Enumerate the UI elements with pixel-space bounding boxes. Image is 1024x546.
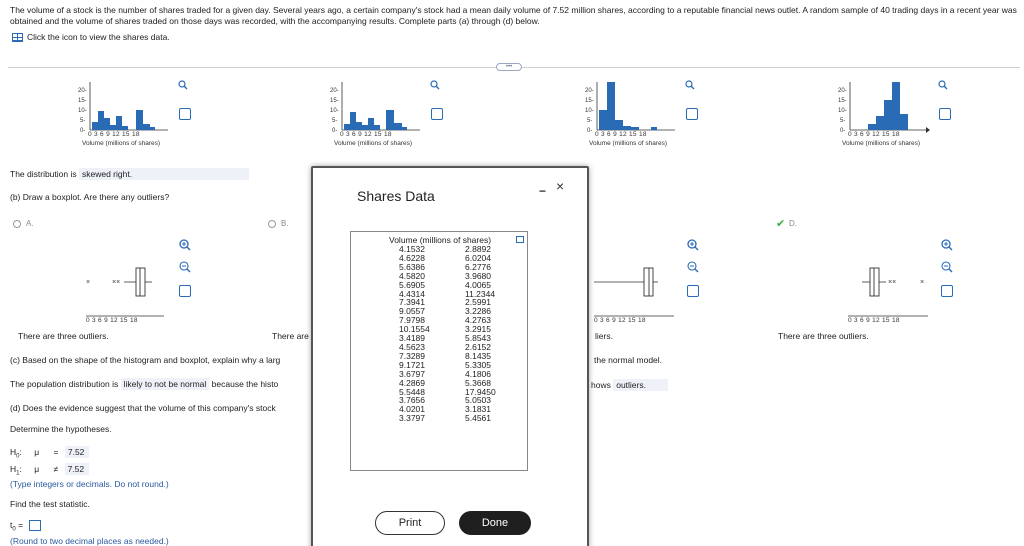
bar [868, 124, 876, 130]
x-tick-labels: 0 3 6 9 12 15 18 [595, 131, 647, 138]
outliers-d-text: There are three outliers. [778, 331, 869, 341]
boxplot-ticks: 0 3 6 9 12 15 18 [594, 317, 646, 324]
histogram-option-a [78, 78, 248, 163]
data-cell: 4.1532 [399, 244, 425, 254]
zoom-out-icon[interactable] [178, 260, 191, 273]
alt-hypothesis: $H_1$: μ ≠ 7.52 [10, 463, 89, 477]
svg-text:20-: 20- [78, 88, 87, 94]
zoom-in-icon[interactable] [178, 238, 191, 251]
outliers-b-text: There are [272, 331, 309, 341]
option-d-label: D. [789, 219, 797, 228]
svg-text:5-: 5- [840, 118, 846, 124]
histogram-c-chart [585, 78, 725, 138]
problem-statement: The volume of a stock is the number of shares traded for a given day. Several years ago, a certain company's stock had a mean daily volume of 7.52 million shares, according to a reputable financial news outlet. A random sample of 40 trading days in a recent year was obtained and the volume of shares traded on those days was recorded, with the accompanying results. Complete parts (a) through (d) below. [10, 5, 1017, 26]
bar [356, 122, 362, 130]
svg-text:0-: 0- [587, 128, 593, 134]
bar [136, 110, 143, 130]
data-cell: 4.0201 [399, 404, 425, 415]
x-axis-label: Volume (millions of shares) [334, 140, 413, 147]
part-c-question: (c) Based on the shape of the histogram and boxplot, explain why a larg [10, 355, 281, 365]
radio-option-b[interactable] [268, 220, 276, 228]
histogram-a-chart [78, 78, 218, 138]
bar [344, 124, 350, 130]
data-cell: 2.6152 [465, 341, 491, 352]
svg-text:10-: 10- [330, 108, 339, 114]
data-cell: 11.2344 [465, 288, 496, 299]
data-cell: 6.0204 [465, 252, 491, 263]
data-cell: 5.8543 [465, 333, 491, 344]
histogram-option-c [585, 78, 755, 163]
part-c-question-tail: the normal model. [594, 355, 663, 365]
boxplot-option-c [592, 258, 682, 328]
svg-text:××: ×× [888, 279, 897, 286]
part-d-question: (d) Does the evidence suggest that the volume of this company's stock [10, 403, 276, 413]
svg-text:5-: 5- [80, 118, 86, 124]
bar [150, 127, 155, 130]
open-external-icon[interactable] [179, 108, 191, 120]
zoom-out-icon[interactable] [940, 260, 953, 273]
bar [143, 124, 150, 130]
data-column-1 [399, 245, 430, 423]
boxplot-ticks: 0 3 6 9 12 15 18 [848, 317, 900, 324]
data-cell: 5.0503 [465, 395, 491, 406]
svg-text:0-: 0- [80, 128, 86, 134]
data-cell: 3.9680 [465, 270, 491, 281]
svg-text:×: × [920, 279, 925, 286]
svg-text:15-: 15- [585, 98, 594, 104]
bar [631, 127, 639, 130]
distribution-statement: The distribution is skewed right. [10, 168, 249, 180]
data-cell: 4.5623 [399, 341, 425, 352]
x-axis-label: Volume (millions of shares) [842, 140, 921, 147]
bar [892, 82, 900, 130]
svg-text:15-: 15- [330, 98, 339, 104]
outliers-dropdown[interactable]: outliers. [613, 379, 668, 391]
x-axis-label: Volume (millions of shares) [82, 140, 161, 147]
x-axis-label: Volume (millions of shares) [589, 140, 668, 147]
zoom-out-icon[interactable] [686, 260, 699, 273]
data-cell: 7.3941 [399, 297, 425, 308]
x-tick-labels: 0 3 6 9 12 15 18 [848, 131, 900, 138]
test-statistic-row: $t_0$ = [10, 520, 24, 533]
shares-data-table [350, 231, 528, 471]
data-cell: 5.3305 [465, 359, 491, 370]
data-cell: 9.1721 [399, 359, 425, 370]
open-external-icon[interactable] [179, 285, 191, 297]
data-cell: 3.6797 [399, 368, 425, 379]
x-tick-labels: 0 3 6 9 12 15 18 [340, 131, 392, 138]
data-cell: 10.1554 [399, 324, 430, 335]
open-external-icon[interactable] [431, 108, 443, 120]
bar [386, 110, 394, 130]
zoom-in-icon[interactable] [940, 238, 953, 251]
data-column-2 [465, 245, 496, 423]
data-cell: 3.1831 [465, 404, 491, 415]
zoom-in-icon[interactable] [685, 80, 698, 93]
data-cell: 5.5448 [399, 386, 425, 397]
distribution-answer[interactable]: skewed right. [79, 168, 249, 180]
bar [402, 127, 407, 130]
null-hypothesis: $H_0$: μ = 7.52 [10, 446, 89, 460]
data-cell: 2.8892 [465, 244, 491, 254]
data-cell: 4.4314 [399, 288, 425, 299]
svg-text:10-: 10- [585, 108, 594, 114]
svg-text:5-: 5- [332, 118, 338, 124]
bar [92, 122, 98, 130]
svg-text:20-: 20- [838, 88, 847, 94]
svg-text:5-: 5- [587, 118, 593, 124]
bar [104, 118, 110, 130]
bar [884, 100, 892, 130]
data-cell: 5.6386 [399, 261, 425, 272]
data-cell: 6.2776 [465, 261, 491, 272]
boxplot-ticks: 0 3 6 9 12 15 18 [86, 317, 138, 324]
bar [350, 112, 356, 130]
bar [368, 118, 374, 130]
svg-text:0-: 0- [840, 128, 846, 134]
data-cell: 9.0557 [399, 306, 425, 317]
svg-text:15-: 15- [78, 98, 87, 104]
minimize-button[interactable]: − [539, 184, 547, 198]
x-tick-labels: 0 3 6 9 12 15 18 [88, 131, 140, 138]
data-cell: 17.9450 [465, 386, 496, 397]
expand-handle[interactable]: ••• [496, 63, 522, 71]
bar [876, 116, 884, 130]
data-cell: 4.6228 [399, 252, 425, 263]
data-cell: 3.7656 [399, 395, 425, 406]
boxplot-option-d [846, 258, 936, 328]
view-data-link[interactable] [12, 32, 170, 42]
data-cell: 4.5820 [399, 270, 425, 281]
shares-data-dialog [311, 166, 589, 546]
outliers-c-text: liers. [595, 331, 613, 341]
bar [615, 120, 623, 130]
bar [362, 125, 368, 130]
bar [98, 111, 104, 130]
option-a-label: A. [26, 219, 34, 228]
outliers-a-text: There are three outliers. [18, 331, 109, 341]
bar [374, 125, 380, 130]
h1-value[interactable]: 7.52 [65, 463, 89, 475]
bar [122, 126, 128, 130]
data-cell: 3.4189 [399, 333, 425, 344]
open-external-icon[interactable] [686, 108, 698, 120]
copy-icon[interactable] [516, 236, 524, 243]
bar [116, 116, 122, 130]
close-button[interactable]: × [556, 178, 565, 194]
data-cell: 7.3289 [399, 350, 425, 361]
svg-text:10-: 10- [78, 108, 87, 114]
svg-text:20-: 20- [330, 88, 339, 94]
table-icon[interactable] [12, 33, 23, 42]
bar [110, 125, 116, 130]
part-b-question: (b) Draw a boxplot. Are there any outliers? [10, 192, 170, 202]
test-statistic-input[interactable] [29, 520, 41, 531]
data-cell: 7.9798 [399, 315, 425, 326]
option-b-label: B. [281, 219, 289, 228]
zoom-in-icon[interactable] [430, 80, 443, 93]
view-data-text[interactable]: Click the icon to view the shares data. [27, 32, 170, 42]
zoom-in-icon[interactable] [938, 80, 951, 93]
svg-text:10-: 10- [838, 108, 847, 114]
bar [651, 127, 657, 130]
data-cell: 5.6905 [399, 279, 425, 290]
data-cell: 3.3797 [399, 413, 425, 424]
done-button[interactable]: Done [459, 511, 531, 535]
bar [900, 114, 908, 130]
open-external-icon[interactable] [939, 108, 951, 120]
data-cell: 4.2763 [465, 315, 491, 326]
histogram-option-b [330, 78, 500, 163]
svg-text:×: × [86, 279, 91, 286]
zoom-in-icon[interactable] [178, 80, 191, 93]
type-hint: (Type integers or decimals. Do not round.) [10, 479, 169, 489]
h0-value[interactable]: 7.52 [65, 446, 89, 458]
data-cell: 4.0065 [465, 279, 491, 290]
normality-dropdown[interactable]: likely to not be normal [121, 378, 210, 390]
data-cell: 5.3668 [465, 377, 491, 388]
data-cell: 4.1806 [465, 368, 491, 379]
hypotheses-label: Determine the hypotheses. [10, 424, 112, 434]
zoom-in-icon[interactable] [686, 238, 699, 251]
check-icon: ✔ [776, 218, 786, 230]
data-cell: 4.2869 [399, 377, 425, 388]
histogram-b-chart [330, 78, 470, 138]
svg-text:0-: 0- [332, 128, 338, 134]
bar [607, 82, 615, 130]
open-external-icon[interactable] [941, 285, 953, 297]
part-c-sentence-tail: hows outliers. [591, 379, 668, 391]
data-cell: 3.2915 [465, 324, 491, 335]
table-header: Volume (millions of shares) [389, 235, 492, 245]
data-cell: 3.2286 [465, 306, 491, 317]
print-button[interactable]: Print [375, 511, 445, 535]
open-external-icon[interactable] [687, 285, 699, 297]
data-cell: 2.5991 [465, 297, 491, 308]
data-cell: 5.4561 [465, 413, 491, 424]
histogram-option-d [838, 78, 1008, 163]
svg-text:20-: 20- [585, 88, 594, 94]
find-test-statistic: Find the test statistic. [10, 499, 90, 509]
histogram-d-chart [838, 78, 978, 138]
bar [623, 126, 631, 130]
data-cell: 8.1435 [465, 350, 491, 361]
part-c-sentence: The population distribution is likely to not be normal because the histo [10, 379, 279, 389]
bar [599, 110, 607, 130]
radio-option-a[interactable] [13, 220, 21, 228]
svg-text:15-: 15- [838, 98, 847, 104]
svg-text:××: ×× [112, 279, 121, 286]
round-hint: (Round to two decimal places as needed.) [10, 536, 169, 546]
bar [394, 123, 402, 130]
dialog-title: Shares Data [357, 188, 435, 204]
